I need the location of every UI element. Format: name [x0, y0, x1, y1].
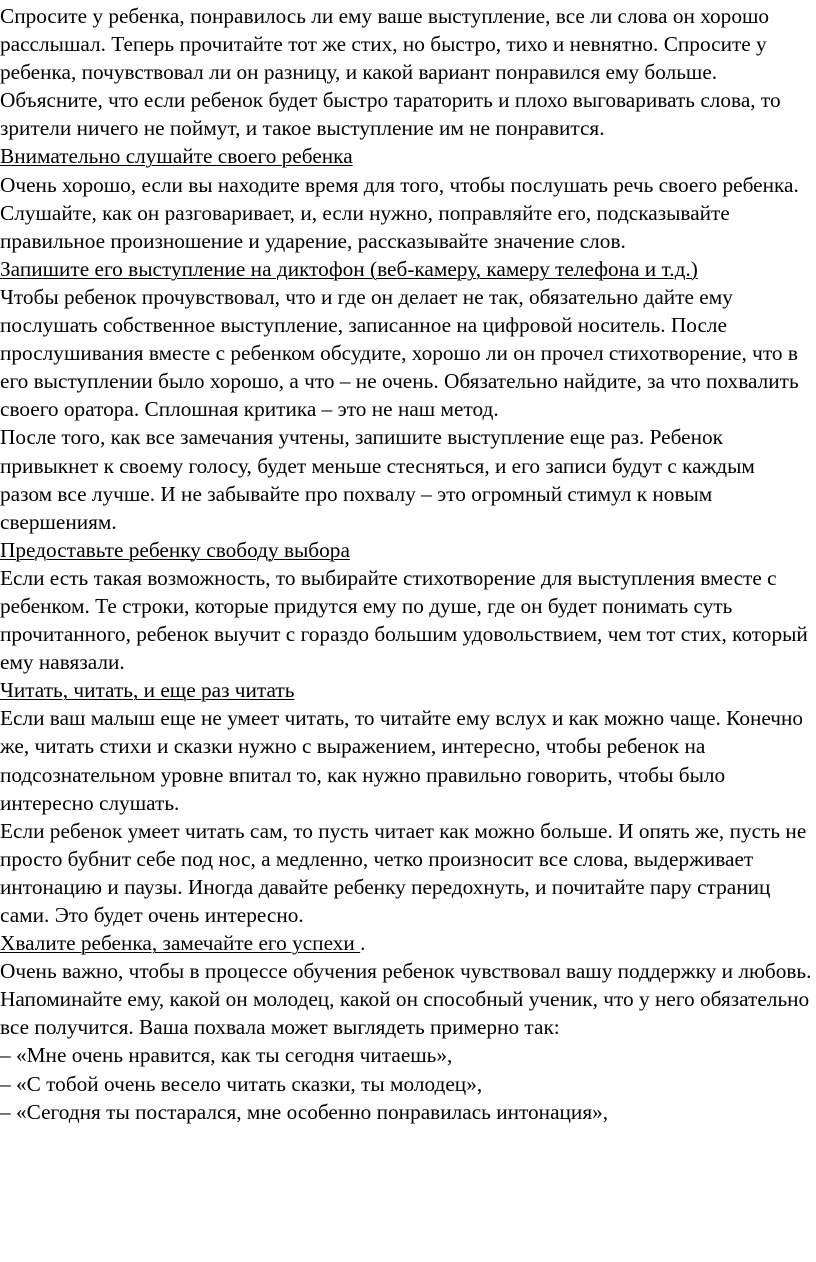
praise-quote: – «С тобой очень весело читать сказки, ты молодец», [0, 1071, 483, 1096]
praise-quote: – «Сегодня ты постарался, мне особенно понравилась интонация», [0, 1099, 609, 1124]
section-heading [0, 676, 812, 704]
section-record [0, 255, 812, 536]
section-paragraph: Если есть такая возможность, то выбирайте стихотворение для выступления вместе с ребенком. Те строки, которые придутся ему по душе, где он будет понимать суть прочитанного, ребенок выучит с гораздо большим удовольствием, чем тот стих, который ему навязали. [0, 565, 808, 675]
section-reading [0, 676, 812, 929]
section-praise [0, 929, 812, 1041]
section-choice [0, 536, 812, 676]
section-paragraph: Если ребенок умеет читать сам, то пусть читает как можно больше. И опять же, пусть не просто бубнит себе под нос, а медленно, четко произносит все слова, выдерживает интонацию и паузы. Иногда давайте ребенку передохнуть, и почитайте пару страниц сами. Это будет очень интересно. [0, 818, 807, 927]
section-heading [0, 255, 812, 283]
section-heading-suffix: . [360, 931, 366, 956]
section-heading [0, 142, 812, 170]
intro-paragraph: Спросите у ребенка, понравилось ли ему ваше выступление, все ли слова он хорошо расслышал. Теперь прочитайте тот же стих, но быстро, тихо и невнятно. Спросите у ребенка, почувствовал ли он разницу, и какой вариант понравился ему больше. Объясните, что если ребенок будет быстро тараторить и плохо выговаривать слова, то зрители ничего не поймут, и такое выступление им не понравится. [0, 4, 781, 141]
section-heading [0, 536, 812, 564]
section-heading-text: Запишите его выступление на диктофон (веб-камеру, камеру телефона и т.д.) [0, 256, 698, 281]
section-paragraph: Очень хорошо, если вы находите время для того, чтобы послушать речь своего ребенка. Слушайте, как он разговаривает, и, если нужно, поправляйте его, подсказывайте правильное произношение и ударение, рассказывайте значение слов. [0, 172, 799, 253]
section-heading-text: Хвалите ребенка, замечайте его успехи [0, 931, 361, 956]
praise-quote: – «Мне очень нравится, как ты сегодня читаешь», [0, 1043, 453, 1068]
section-heading-text: Внимательно слушайте своего ребенка [0, 144, 353, 169]
section-heading-text: Читать, читать, и еще раз читать [0, 678, 295, 703]
section-paragraph: Если ваш малыш еще не умеет читать, то читайте ему вслух и как можно чаще. Конечно же, читать стихи и сказки нужно с выражением, интересно, чтобы ребенок на подсознательном уровне впитал то, как нужно правильно говорить, чтобы было интересно слушать. [0, 706, 804, 815]
section-listen [0, 142, 812, 254]
section-paragraph: После того, как все замечания учтены, запишите выступление еще раз. Ребенок привыкнет к своему голосу, будет меньше стесняться, и его записи будут с каждым разом все лучше. И не забывайте про похвалу – это огромный стимул к новым свершениям. [0, 425, 755, 534]
section-paragraph: Чтобы ребенок прочувствовал, что и где он делает не так, обязательно дайте ему послушать собственное выступление, записанное на цифровой носитель. После прослушивания вместе с ребенком обсудите, хорошо ли он прочел стихотворение, что в его выступлении было хорошо, а что – не очень. Обязательно найдите, за что похвалить своего оратора. Сплошная критика – это не наш метод. [0, 284, 799, 422]
section-heading-text: Предоставьте ребенку свободу выбора [0, 537, 350, 562]
praise-quotes-list [0, 1041, 812, 1125]
section-heading [0, 929, 812, 957]
section-paragraph: Очень важно, чтобы в процессе обучения ребенок чувствовал вашу поддержку и любовь. Напоминайте ему, какой он молодец, какой он способный ученик, что у него обязательно все получится. Ваша похвала может выглядеть примерно так: [0, 959, 812, 1040]
